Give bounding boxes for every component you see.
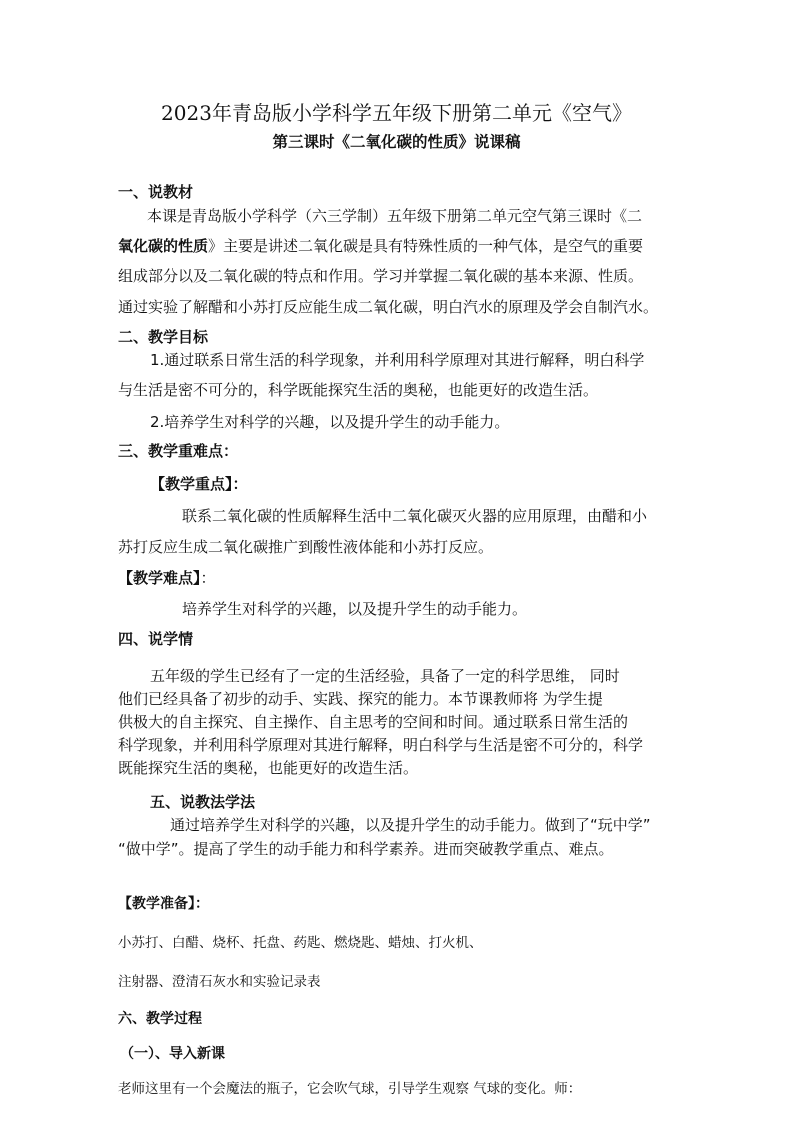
paragraph-line: “做中学”。提高了学生的动手能力和科学素养。进而突破教学重点、难点。 (118, 840, 614, 858)
paragraph-line: 通过实验了解醋和小苏打反应能生成二氧化碳，明白汽水的原理及学会自制汽水。 (118, 298, 659, 316)
paragraph-line: 供极大的自主探究、自主操作、自主思考的空间和时间。通过联系日常生活的 (118, 713, 629, 731)
paragraph-line (118, 236, 643, 256)
subsection-heading-intro: （一）、导入新课 (120, 1046, 225, 1062)
goal-line: 1.通过联系日常生活的科学现象，并利用科学原理对其进行解释，明白科学 (150, 351, 645, 369)
goal-line: 与生活是密不可分的，科学既能探究生活的奥秘，也能更好的改造生活。 (118, 381, 599, 399)
materials-line: 注射器、澄清石灰水和实验记录表 (118, 974, 321, 990)
section-heading-students: 四、说学情 (118, 630, 194, 648)
document-subtitle: 第三课时《二氧化碳的性质》说课稿 (272, 132, 521, 151)
section-heading-process: 六、教学过程 (118, 1011, 202, 1027)
paragraph-line: 老师这里有一个会魔法的瓶子，它会吹气球，引导学生观察 气球的变化。师： (118, 1081, 582, 1097)
paragraph-line: 通过培养学生对科学的兴趣，以及提升学生的动手能力。做到了“玩中学” (170, 816, 651, 834)
section-heading-methods: 五、说教法学法 (150, 793, 256, 811)
section-heading-goals: 二、教学目标 (118, 328, 209, 346)
bold-term: 氧化碳的性质 (118, 237, 209, 255)
difficulty-label-line (118, 568, 216, 588)
paragraph-line: 科学现象，并利用科学原理对其进行解释，明白科学与生活是密不可分的，科学 (118, 736, 644, 754)
difficulty-colon: ： (200, 569, 216, 587)
section-heading-textbook: 一、说教材 (118, 183, 194, 201)
paragraph-line: 本课是青岛版小学科学（六三学制）五年级下册第二单元空气第三课时《二 (147, 207, 643, 225)
paragraph-line: 既能探究生活的奥秘，也能更好的改造生活。 (118, 759, 419, 777)
paragraph-line: 组成部分以及二氧化碳的特点和作用。学习并掌握二氧化碳的基本来源、性质。 (118, 267, 644, 285)
key-point-line: 联系二氧化碳的性质解释生活中二氧化碳灭火器的应用原理，由醋和小 (182, 507, 648, 525)
paragraph-line: 他们已经具备了初步的动手、实践、探究的能力。本节课教师将 为学生提 (118, 690, 603, 708)
materials-line: 小苏打、白醋、烧杯、托盘、药匙、燃烧匙、蜡烛、打火机、 (118, 935, 483, 951)
key-point-label: 【教学重点】： (150, 475, 248, 493)
key-point-line: 苏打反应生成二氧化碳推广到酸性液体能和小苏打反应。 (118, 538, 494, 556)
document-title: 2023年青岛版小学科学五年级下册第二单元《空气》 (161, 101, 632, 125)
preparation-heading: 【教学准备】： (118, 896, 209, 912)
paragraph-line: 五年级的学生已经有了一定的生活经验，具备了一定的科学思维， 同时 (150, 667, 620, 685)
paragraph-text: 》主要是讲述二氧化碳是具有特殊性质的一种气体，是空气的重要 (208, 237, 644, 255)
section-heading-key-points: 三、教学重难点： (118, 442, 239, 460)
goal-line: 2.培养学生对科学的兴趣，以及提升学生的动手能力。 (150, 413, 510, 431)
difficulty-label: 【教学难点】 (118, 569, 201, 587)
difficulty-line: 培养学生对科学的兴趣，以及提升学生的动手能力。 (182, 600, 528, 618)
